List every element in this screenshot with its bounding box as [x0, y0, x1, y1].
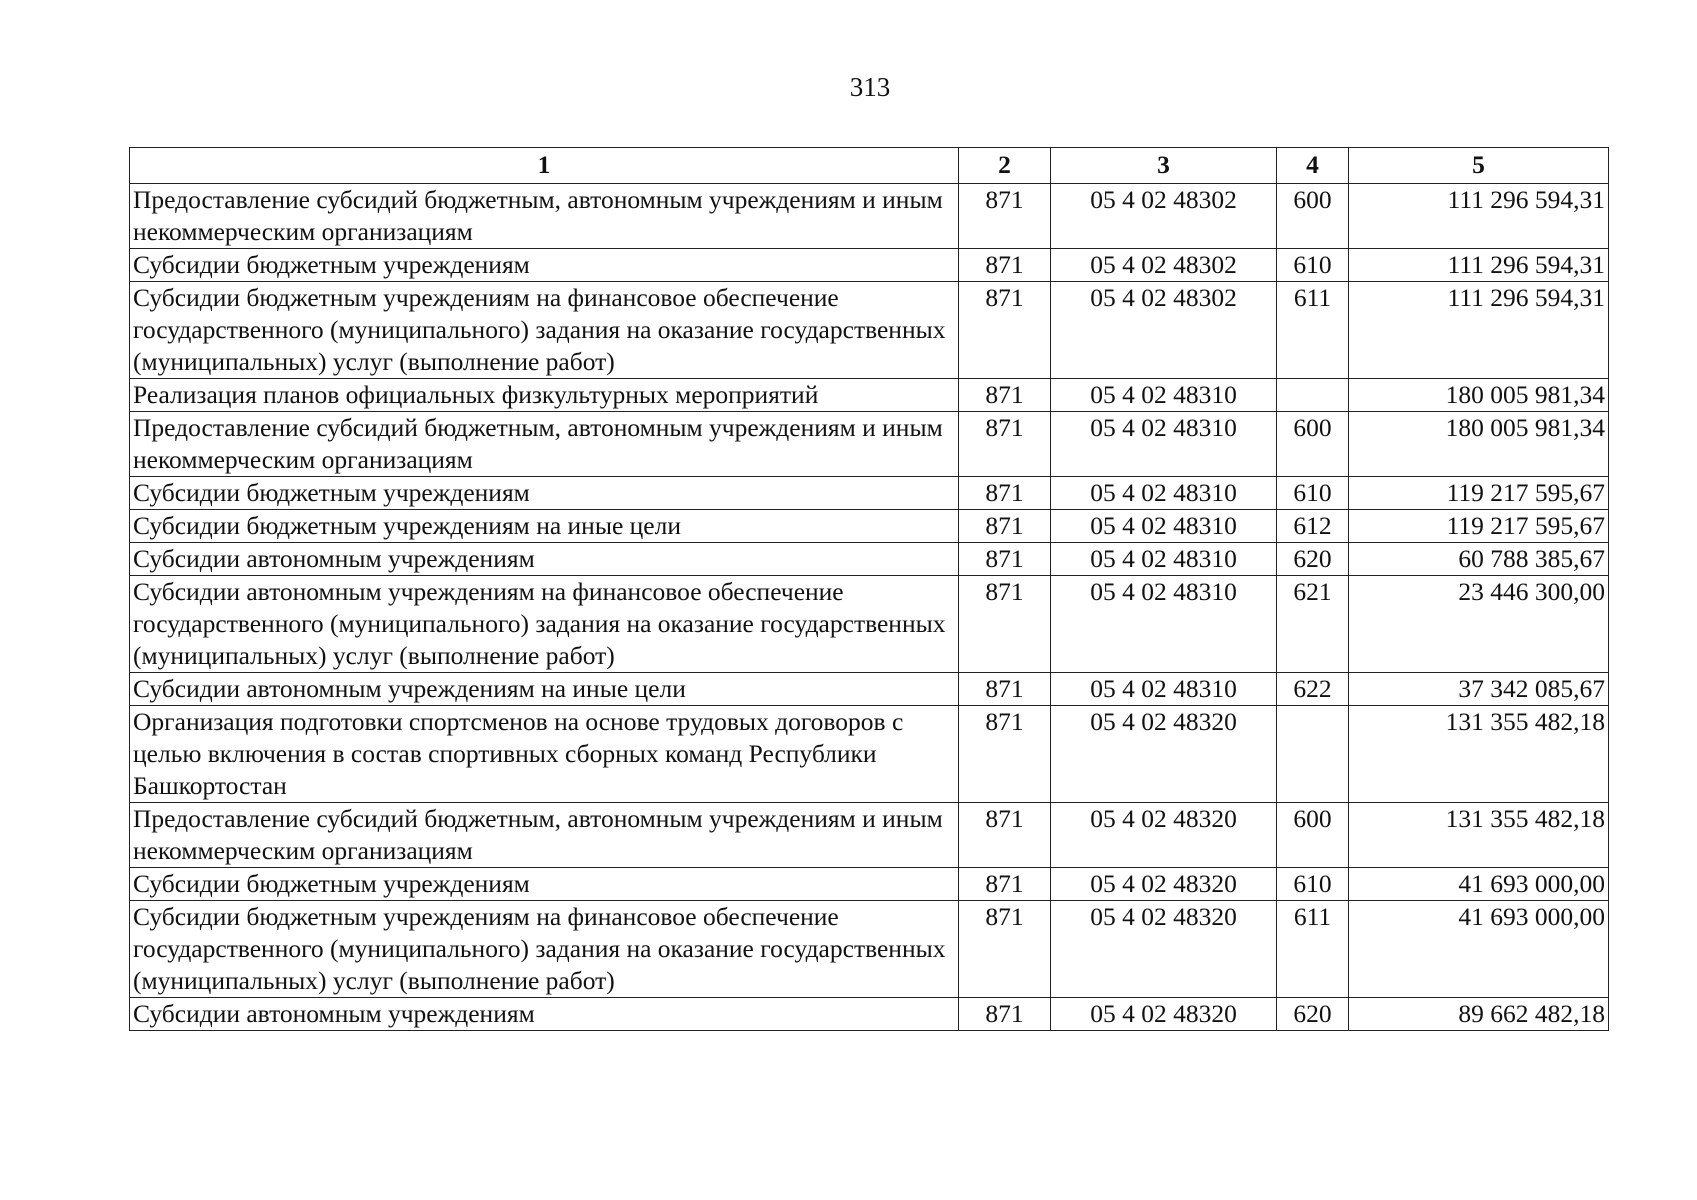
header-row: [130, 148, 1609, 184]
table-row: [130, 379, 1609, 412]
row-name: Субсидии бюджетным учреждениям на финансовое обеспечение государственного (муниципального) задания на оказание государственных (муниципальных) услуг (выполнение работ): [130, 901, 959, 998]
table-row: [130, 184, 1609, 249]
row-target-article: 05 4 02 48310: [1051, 543, 1277, 576]
row-target-article: 05 4 02 48320: [1051, 868, 1277, 901]
row-target-article: 05 4 02 48310: [1051, 510, 1277, 543]
row-target-article: 05 4 02 48320: [1051, 706, 1277, 803]
row-amount: 131 355 482,18: [1349, 706, 1609, 803]
row-amount: 60 788 385,67: [1349, 543, 1609, 576]
row-expense-type: [1277, 706, 1349, 803]
row-admin-code: 871: [959, 803, 1051, 868]
row-target-article: 05 4 02 48310: [1051, 412, 1277, 477]
row-admin-code: 871: [959, 576, 1051, 673]
row-name: Субсидии бюджетным учреждениям: [130, 868, 959, 901]
row-amount: 180 005 981,34: [1349, 412, 1609, 477]
row-admin-code: 871: [959, 901, 1051, 998]
row-amount: 111 296 594,31: [1349, 282, 1609, 379]
row-name: Предоставление субсидий бюджетным, автономным учреждениям и иным некоммерческим организациям: [130, 184, 959, 249]
row-amount: 131 355 482,18: [1349, 803, 1609, 868]
row-target-article: 05 4 02 48320: [1051, 803, 1277, 868]
row-expense-type: 611: [1277, 901, 1349, 998]
table-row: [130, 998, 1609, 1031]
row-expense-type: 610: [1277, 868, 1349, 901]
row-expense-type: 611: [1277, 282, 1349, 379]
row-expense-type: [1277, 379, 1349, 412]
table-row: [130, 477, 1609, 510]
row-name: Субсидии автономным учреждениям: [130, 543, 959, 576]
row-expense-type: 600: [1277, 412, 1349, 477]
table-row: [130, 576, 1609, 673]
row-expense-type: 621: [1277, 576, 1349, 673]
row-target-article: 05 4 02 48310: [1051, 477, 1277, 510]
row-admin-code: 871: [959, 673, 1051, 706]
row-expense-type: 622: [1277, 673, 1349, 706]
row-target-article: 05 4 02 48310: [1051, 379, 1277, 412]
table-row: [130, 510, 1609, 543]
row-amount: 37 342 085,67: [1349, 673, 1609, 706]
row-admin-code: 871: [959, 706, 1051, 803]
row-amount: 111 296 594,31: [1349, 184, 1609, 249]
row-name: Субсидии автономным учреждениям на иные цели: [130, 673, 959, 706]
row-admin-code: 871: [959, 477, 1051, 510]
row-name: Реализация планов официальных физкультурных мероприятий: [130, 379, 959, 412]
row-admin-code: 871: [959, 249, 1051, 282]
row-expense-type: 610: [1277, 249, 1349, 282]
row-expense-type: 600: [1277, 803, 1349, 868]
row-amount: 119 217 595,67: [1349, 477, 1609, 510]
table-row: [130, 412, 1609, 477]
page-number: 313: [849, 72, 891, 102]
row-target-article: 05 4 02 48302: [1051, 282, 1277, 379]
column-header-5: 5: [1349, 148, 1609, 184]
row-admin-code: 871: [959, 379, 1051, 412]
table-row: [130, 282, 1609, 379]
column-header-1: 1: [130, 148, 959, 184]
row-name: Субсидии автономным учреждениям: [130, 998, 959, 1031]
table-header: [130, 148, 1609, 184]
column-header-3: 3: [1051, 148, 1277, 184]
row-expense-type: 620: [1277, 998, 1349, 1031]
table-row: [130, 249, 1609, 282]
row-name: Субсидии бюджетным учреждениям: [130, 249, 959, 282]
row-admin-code: 871: [959, 510, 1051, 543]
row-admin-code: 871: [959, 184, 1051, 249]
table-row: [130, 803, 1609, 868]
row-name: Субсидии автономным учреждениям на финансовое обеспечение государственного (муниципального) задания на оказание государственных (муниципальных) услуг (выполнение работ): [130, 576, 959, 673]
row-name: Субсидии бюджетным учреждениям на иные цели: [130, 510, 959, 543]
table-row: [130, 706, 1609, 803]
budget-table: [129, 147, 1609, 1031]
row-name: Предоставление субсидий бюджетным, автономным учреждениям и иным некоммерческим организациям: [130, 803, 959, 868]
table-row: [130, 901, 1609, 998]
row-name: Организация подготовки спортсменов на основе трудовых договоров с целью включения в состав спортивных сборных команд Республики Башкортостан: [130, 706, 959, 803]
row-admin-code: 871: [959, 412, 1051, 477]
table-row: [130, 543, 1609, 576]
row-amount: 89 662 482,18: [1349, 998, 1609, 1031]
row-amount: 41 693 000,00: [1349, 901, 1609, 998]
row-admin-code: 871: [959, 868, 1051, 901]
row-expense-type: 612: [1277, 510, 1349, 543]
row-expense-type: 610: [1277, 477, 1349, 510]
row-expense-type: 600: [1277, 184, 1349, 249]
row-name: Субсидии бюджетным учреждениям на финансовое обеспечение государственного (муниципального) задания на оказание государственных (муниципальных) услуг (выполнение работ): [130, 282, 959, 379]
table-body: [130, 184, 1609, 1031]
row-target-article: 05 4 02 48302: [1051, 184, 1277, 249]
column-header-2: 2: [959, 148, 1051, 184]
row-target-article: 05 4 02 48302: [1051, 249, 1277, 282]
row-target-article: 05 4 02 48310: [1051, 673, 1277, 706]
table-row: [130, 868, 1609, 901]
row-expense-type: 620: [1277, 543, 1349, 576]
row-amount: 41 693 000,00: [1349, 868, 1609, 901]
row-amount: 23 446 300,00: [1349, 576, 1609, 673]
row-amount: 119 217 595,67: [1349, 510, 1609, 543]
column-header-4: 4: [1277, 148, 1349, 184]
row-name: Субсидии бюджетным учреждениям: [130, 477, 959, 510]
table-row: [130, 673, 1609, 706]
row-name: Предоставление субсидий бюджетным, автономным учреждениям и иным некоммерческим организациям: [130, 412, 959, 477]
row-amount: 180 005 981,34: [1349, 379, 1609, 412]
row-admin-code: 871: [959, 998, 1051, 1031]
row-admin-code: 871: [959, 543, 1051, 576]
row-target-article: 05 4 02 48310: [1051, 576, 1277, 673]
row-target-article: 05 4 02 48320: [1051, 901, 1277, 998]
row-amount: 111 296 594,31: [1349, 249, 1609, 282]
row-admin-code: 871: [959, 282, 1051, 379]
row-target-article: 05 4 02 48320: [1051, 998, 1277, 1031]
